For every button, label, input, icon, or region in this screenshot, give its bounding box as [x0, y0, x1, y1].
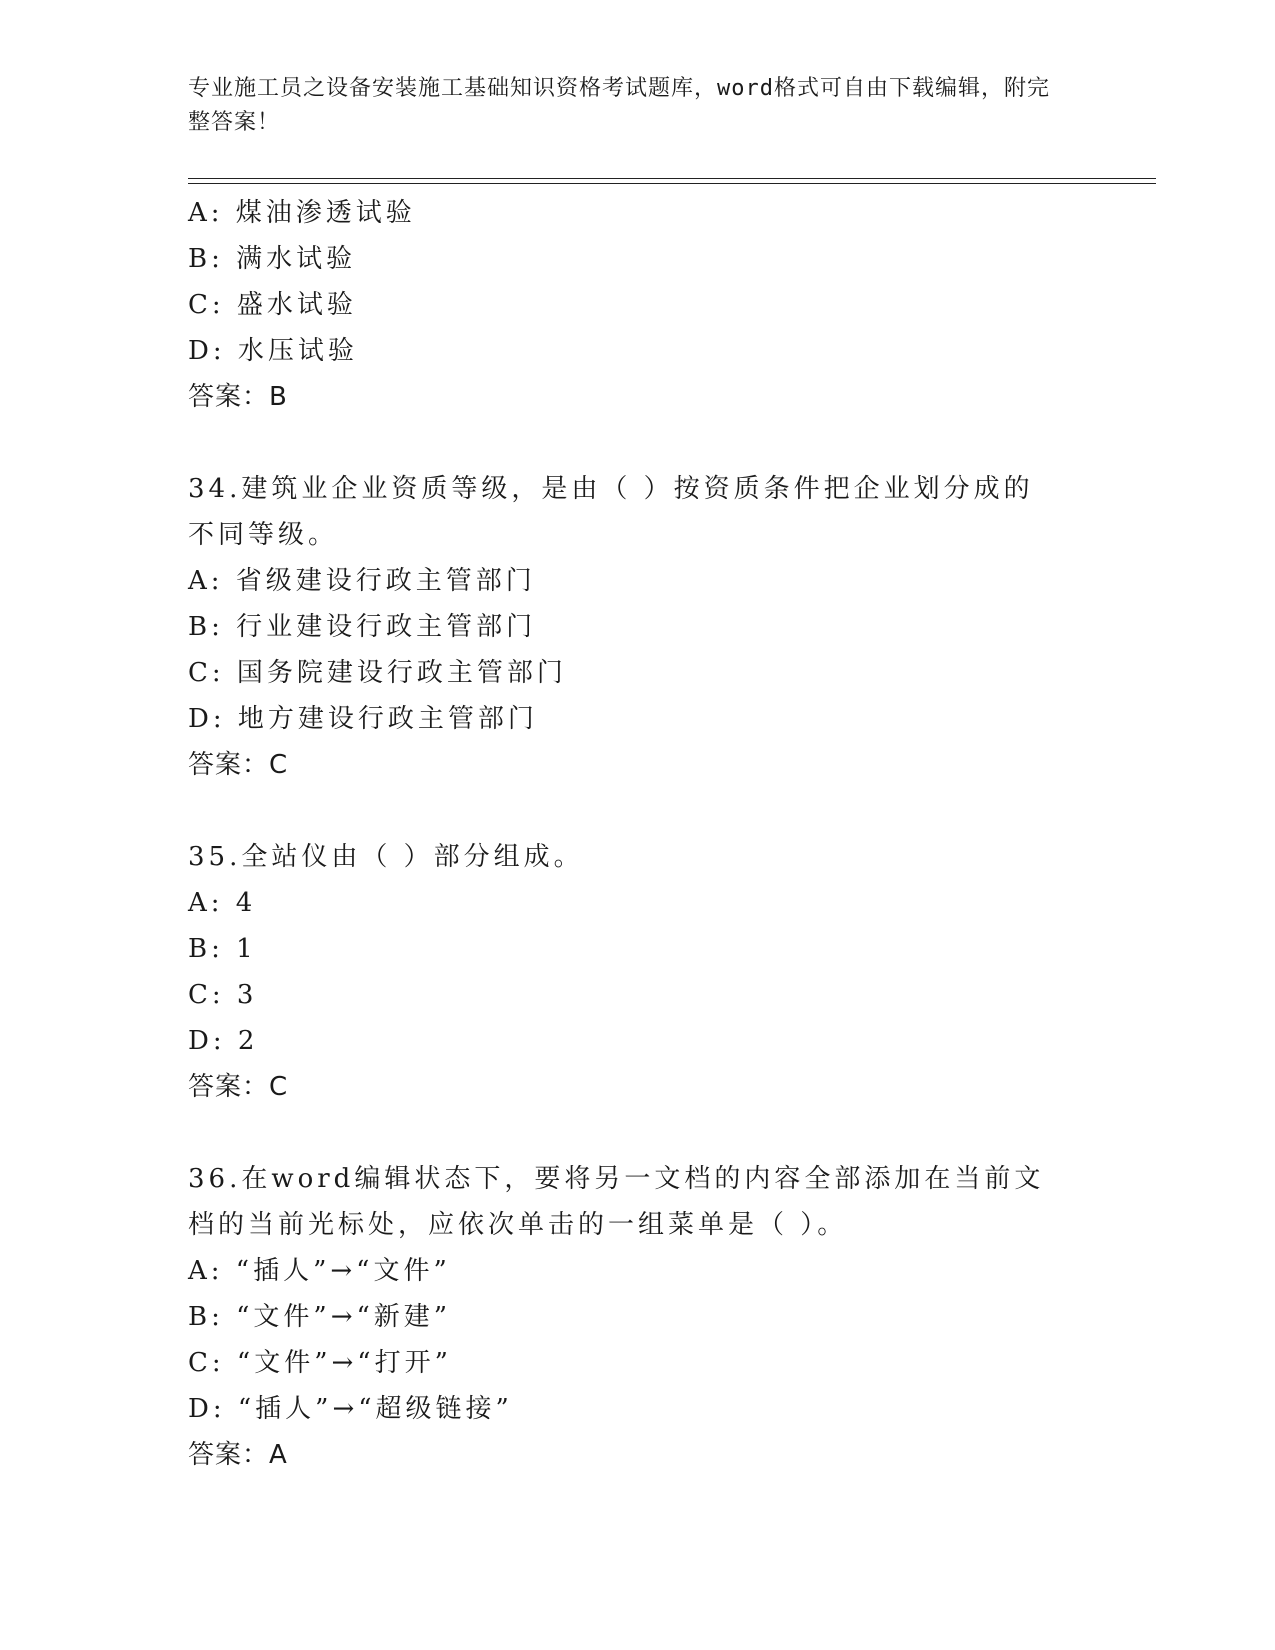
header-divider-bottom	[188, 183, 1156, 184]
question-text: 34.建筑业企业资质等级，是由（ ）按资质条件把企业划分成的不同等级。	[188, 474, 1034, 550]
spacer	[188, 788, 1088, 834]
spacer	[188, 1110, 1088, 1156]
option-b: B: 行业建设行政主管部门	[188, 612, 537, 642]
answer-line: 答案：B	[188, 382, 288, 412]
option-c: C: “文件”→“打开”	[188, 1348, 452, 1378]
question-text: 36.在word编辑状态下，要将另一文档的内容全部添加在当前文档的当前光标处，应依次单击的一组菜单是（ ）。	[188, 1164, 1045, 1240]
option-d: D: 2	[188, 1026, 259, 1056]
option-c: C: 国务院建设行政主管部门	[188, 658, 567, 688]
question-text: 35.全站仪由（ ）部分组成。	[188, 842, 584, 872]
option-d: D: 地方建设行政主管部门	[188, 704, 538, 734]
option-b: B: “文件”→“新建”	[188, 1302, 452, 1332]
option-c: C: 盛水试验	[188, 290, 357, 320]
document-header	[188, 72, 1068, 140]
answer-line: 答案：A	[188, 1440, 288, 1470]
question-35	[188, 834, 1088, 1110]
question-33-continued	[188, 190, 1088, 420]
option-a: A: 省级建设行政主管部门	[188, 566, 536, 596]
option-c: C: 3	[188, 980, 258, 1010]
spacer	[188, 420, 1088, 466]
option-b: B: 满水试验	[188, 244, 357, 274]
document-body	[188, 190, 1088, 1478]
question-36	[188, 1156, 1088, 1478]
option-d: D: “插人”→“超级链接”	[188, 1394, 513, 1424]
answer-line: 答案：C	[188, 1072, 289, 1102]
option-d: D: 水压试验	[188, 336, 358, 366]
option-a: A: “插人”→“文件”	[188, 1256, 451, 1286]
answer-line: 答案：C	[188, 750, 289, 780]
option-a: A: 4	[188, 888, 257, 918]
option-a: A: 煤油渗透试验	[188, 198, 416, 228]
header-divider-top	[188, 178, 1156, 179]
question-34	[188, 466, 1088, 788]
option-b: B: 1	[188, 934, 257, 964]
header-text: 专业施工员之设备安装施工基础知识资格考试题库，word格式可自由下载编辑，附完整答案！	[188, 76, 1050, 135]
